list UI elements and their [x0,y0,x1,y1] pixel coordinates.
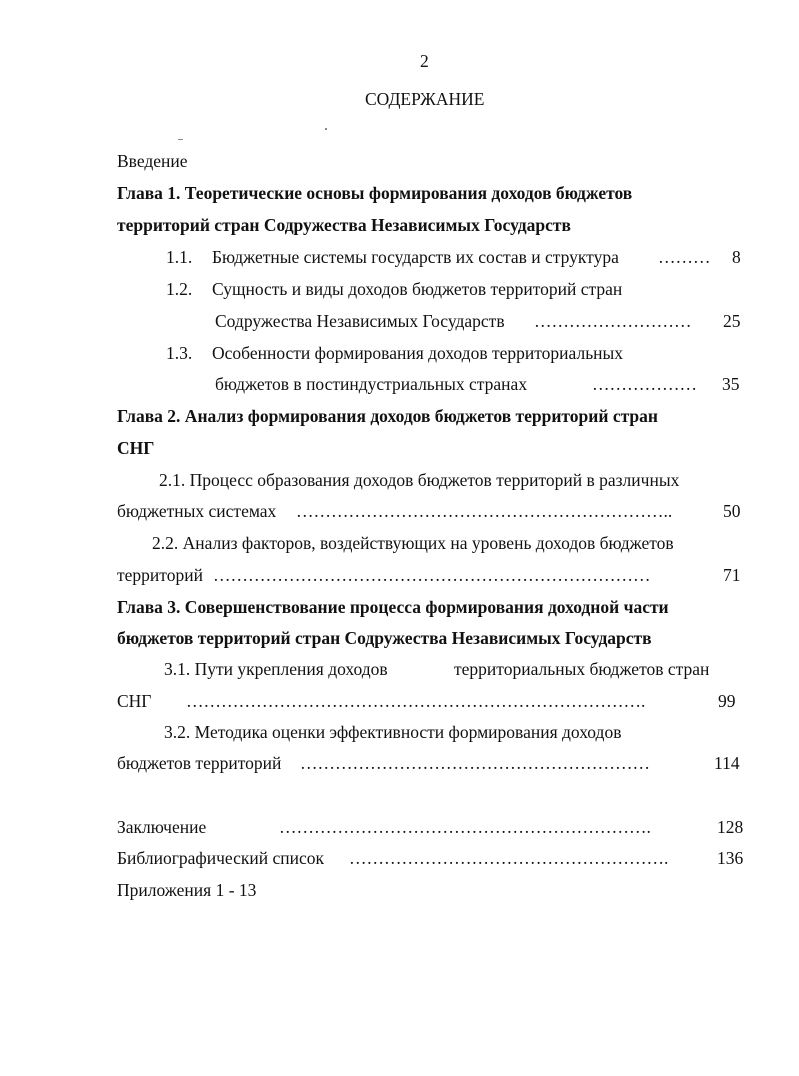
section-3-2-leader: …………………………………………………… [300,753,650,773]
scan-speck [325,128,327,130]
scan-speck [178,139,183,140]
section-1-1-leader: ……… [658,247,711,267]
toc-entry-bibliography: Библиографический список [117,848,325,868]
section-2-2-title-line-1: 2.2. Анализ факторов, воздействующих на уровень доходов бюджетов [152,533,674,553]
section-1-3-number: 1.3. [166,343,193,363]
chapter-1-title-line-1: Глава 1. Теоретические основы формирования доходов бюджетов [117,183,633,203]
section-1-3-title-line-1: Особенности формирования доходов территориальных [212,343,624,363]
section-3-1-title-line-1b: территориальных бюджетов стран [454,659,710,679]
section-2-2-leader: ………………………………………………………………… [213,565,651,585]
toc-title: СОДЕРЖАНИЕ [365,89,485,109]
section-3-1-title-line-2: СНГ [117,691,152,711]
section-2-1-title-line-1: 2.1. Процесс образования доходов бюджетов территорий в различных [159,470,680,490]
toc-entry-appendices: Приложения 1 - 13 [117,880,257,900]
section-1-2-number: 1.2. [166,279,193,299]
toc-entry-conclusion: Заключение [117,817,207,837]
chapter-1-title-line-2: территорий стран Содружества Независимых Государств [117,215,571,235]
section-1-3-title-line-2: бюджетов в постиндустриальных странах [215,374,528,394]
conclusion-leader: ………………………………………………………. [279,817,651,837]
section-2-1-page: 50 [723,501,741,521]
section-1-3-leader: ……………… [592,374,697,394]
bibliography-leader: ………………………………………………. [349,848,669,868]
chapter-3-title-line-2: бюджетов территорий стран Содружества Независимых Государств [117,628,652,648]
section-2-1-leader: ……………………………………………………….. [296,501,673,521]
section-1-2-title-line-1: Сущность и виды доходов бюджетов территорий стран [212,279,623,299]
conclusion-page: 128 [717,817,744,837]
section-1-3-page: 35 [722,374,740,394]
section-1-1-title: Бюджетные системы государств их состав и структура [212,247,619,267]
chapter-3-title-line-1: Глава 3. Совершенствование процесса формирования доходной части [117,597,669,617]
section-1-1-page: 8 [732,247,741,267]
section-3-1-page: 99 [718,691,736,711]
section-1-2-leader: ……………………… [534,311,692,331]
bibliography-page: 136 [717,848,744,868]
section-1-1-number: 1.1. [166,247,193,267]
section-1-2-title-line-2: Содружества Независимых Государств [215,311,505,331]
section-3-2-page: 114 [714,753,740,773]
section-2-2-page: 71 [723,565,741,585]
chapter-2-title-line-1: Глава 2. Анализ формирования доходов бюджетов территорий стран [117,406,658,426]
section-1-2-page: 25 [723,311,741,331]
page-number: 2 [420,51,429,71]
section-2-1-title-line-2: бюджетных системах [117,501,277,521]
toc-entry-introduction: Введение [117,151,188,171]
chapter-2-title-line-2: СНГ [117,438,155,458]
section-3-1-leader: ……………………………………………………………………. [186,691,646,711]
section-3-2-title-line-1: 3.2. Методика оценки эффективности формирования доходов [164,722,622,742]
section-2-2-title-line-2: территорий [117,565,203,585]
section-3-2-title-line-2: бюджетов территорий [117,753,282,773]
section-3-1-title-line-1a: 3.1. Пути укрепления доходов [164,659,388,679]
